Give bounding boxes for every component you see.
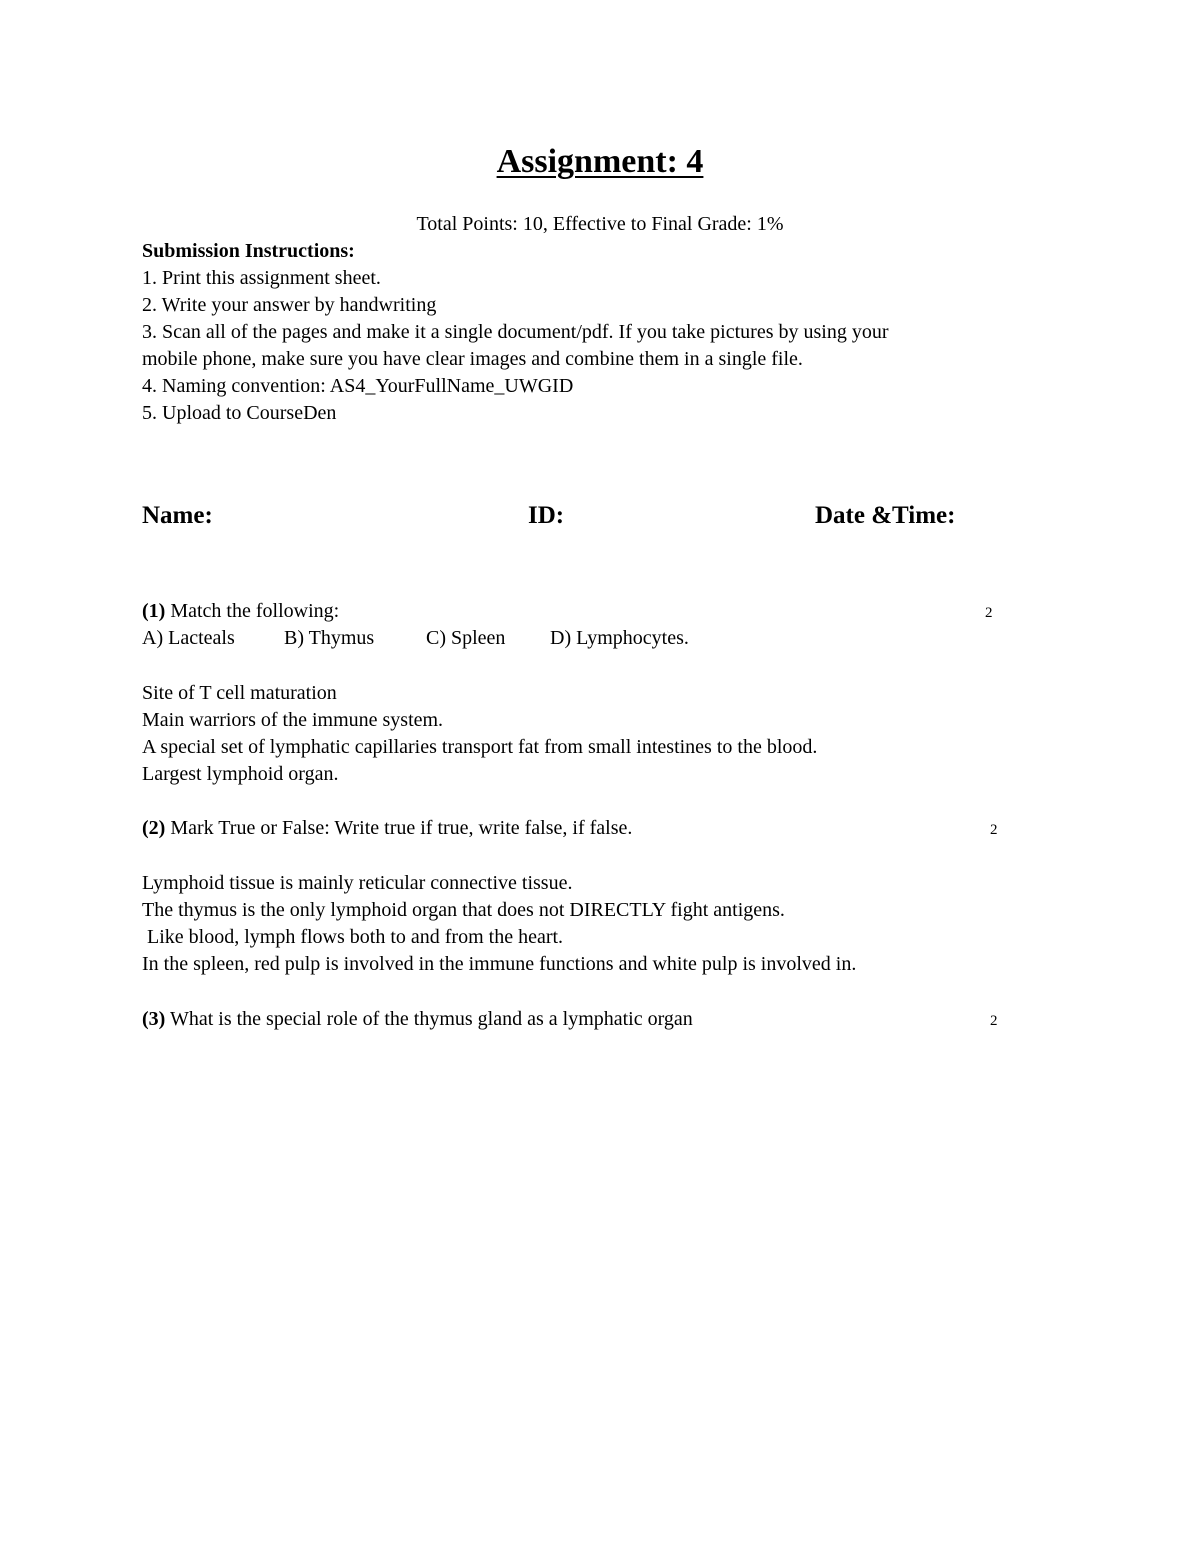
question-1-points: 2	[985, 605, 993, 621]
points-summary: Total Points: 10, Effective to Final Grade: 1%	[416, 213, 784, 235]
instruction-step: 5. Upload to CourseDen	[142, 402, 337, 424]
question-1-item: Site of T cell maturation	[142, 682, 337, 704]
question-1-number: (1)	[142, 600, 166, 622]
submission-heading: Submission Instructions:	[142, 240, 355, 262]
question-3-number: (3)	[142, 1008, 166, 1030]
option-c: C) Spleen	[426, 627, 506, 649]
question-3-points: 2	[990, 1013, 998, 1029]
question-3-text: What is the special role of the thymus gland as a lymphatic organ	[165, 1008, 693, 1030]
question-2-item: In the spleen, red pulp is involved in the immune functions and white pulp is involved in.	[142, 953, 857, 975]
option-b: B) Thymus	[284, 627, 375, 649]
instruction-step: 2. Write your answer by handwriting	[142, 294, 437, 316]
question-2-prompt	[142, 818, 632, 838]
question-2-item: Like blood, lymph flows both to and from the heart.	[142, 926, 564, 948]
id-label: ID:	[528, 502, 565, 529]
instruction-step: 3. Scan all of the pages and make it a single document/pdf. If you take pictures by using your	[142, 321, 889, 343]
question-1-item: A special set of lymphatic capillaries transport fat from small intestines to the blood.	[142, 736, 818, 758]
question-2-item: Lymphoid tissue is mainly reticular connective tissue.	[142, 872, 573, 894]
option-a: A) Lacteals	[142, 627, 235, 649]
instruction-step: mobile phone, make sure you have clear images and combine them in a single file.	[142, 348, 803, 370]
question-1-text: Match the following:	[165, 600, 340, 622]
datetime-label: Date &Time:	[815, 502, 956, 529]
question-1-item: Largest lymphoid organ.	[142, 763, 339, 785]
instruction-step: 4. Naming convention: AS4_YourFullName_UWGID	[142, 375, 574, 397]
question-3-prompt	[142, 1009, 693, 1029]
question-1-item: Main warriors of the immune system.	[142, 709, 444, 731]
question-2-text: Mark True or False: Write true if true, write false, if false.	[165, 817, 633, 839]
question-2-item: The thymus is the only lymphoid organ that does not DIRECTLY fight antigens.	[142, 899, 785, 921]
name-label: Name:	[142, 502, 213, 529]
instruction-step: 1. Print this assignment sheet.	[142, 267, 381, 289]
question-1-prompt	[142, 601, 339, 621]
page-title: Assignment: 4	[496, 143, 704, 180]
question-2-number: (2)	[142, 817, 166, 839]
question-2-points: 2	[990, 822, 998, 838]
option-d: D) Lymphocytes.	[550, 627, 689, 649]
